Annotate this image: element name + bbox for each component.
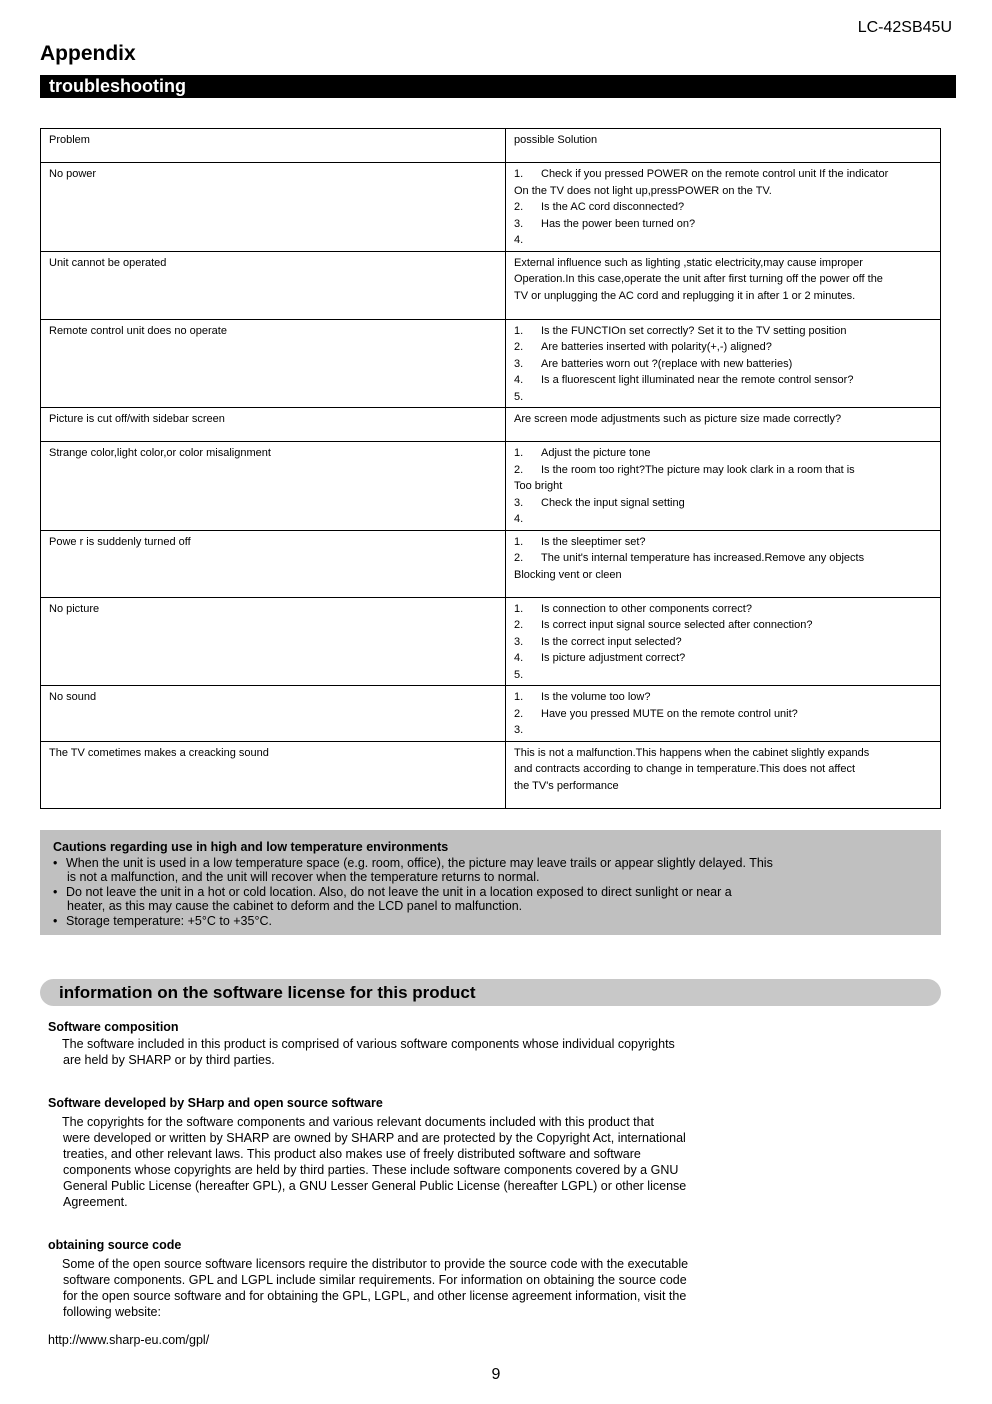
solution-cell [506,251,941,319]
problem-cell: Picture is cut off/with sidebar screen [41,408,506,442]
sharp-open-source-text [62,1114,742,1210]
problem-cell: No power [41,163,506,252]
solution-line: 3. Check the input signal setting [514,496,685,509]
solution-line: 1. Is the FUNCTIOn set correctly? Set it to the TV setting position [514,324,847,337]
solution-line: 2. Have you pressed MUTE on the remote control unit? [514,707,798,720]
solution-line: 2. Is the room too right?The picture may look clark in a room that is [514,463,855,476]
solution-line: 3. Has the power been turned on? [514,217,696,230]
paragraph-line: for the open source software and for obtaining the GPL, LGPL, and other license agreement information, visit the [63,1289,687,1303]
troubleshooting-header-bar: troubleshooting [40,75,956,98]
table-row [41,251,941,319]
model-number: LC-42SB45U [857,19,952,36]
cautions-title: Cautions regarding use in high and low temperature environments [53,840,449,854]
solution-line: Too bright [514,480,563,492]
caution-line: Storage temperature: +5°C to +35°C. [66,914,272,928]
solution-cell [506,408,941,442]
problem-cell: Strange color,light color,or color misalignment [41,442,506,531]
problem-cell: No picture [41,597,506,686]
table-row [41,442,941,531]
column-header-problem: Problem [41,129,506,163]
solution-line: and contracts according to change in temperature.This does not affect [514,763,855,775]
solution-line: 5. [514,390,524,403]
cautions-list [53,856,931,928]
caution-line: is not a malfunction, and the unit will recover when the temperature returns to normal. [67,870,540,884]
solution-line: 2. Are batteries inserted with polarity(+,-) aligned? [514,341,772,353]
solution-line: 2. Is correct input signal source selected after connection? [514,619,813,631]
solution-cell [506,597,941,686]
problem-cell: Remote control unit does no operate [41,319,506,408]
paragraph-line: treaties, and other relevant laws. This product also makes use of freely distributed software and software [63,1147,641,1161]
license-url-link[interactable]: http://www.sharp-eu.com/gpl/ [48,1333,210,1347]
paragraph-line: The copyrights for the software components and various relevant documents included with this product that [62,1115,654,1129]
solution-line: Operation.In this case,operate the unit after first turning off the power off the [514,273,883,285]
sharp-open-source-heading: Software developed by SHarp and open source software [48,1096,383,1110]
solution-line: 1. Adjust the picture tone [514,447,651,459]
paragraph-line: following website: [63,1305,161,1319]
solution-line: 4. [514,234,524,246]
solution-line: 4. Is picture adjustment correct? [514,652,686,664]
caution-line: heater, as this may cause the cabinet to deform and the LCD panel to malfunction. [67,899,523,913]
section-title: Appendix [40,42,136,65]
solution-line: the TV's performance [514,779,619,792]
page-number: 9 [491,1366,501,1383]
software-composition-text [62,1036,742,1068]
solution-line: 3. Are batteries worn out ?(replace with new batteries) [514,357,793,370]
obtaining-source-code-text [62,1256,742,1320]
solution-line: On the TV does not light up,pressPOWER on the TV. [514,184,772,197]
cautions-box [40,830,941,935]
table-row [41,319,941,408]
bullet-icon: • [53,856,58,870]
solution-line: This is not a malfunction.This happens when the cabinet slightly expands [514,746,870,759]
table-row [41,741,941,808]
column-header-solution: possible Solution [506,129,941,163]
solution-cell [506,530,941,597]
caution-item [53,856,931,884]
solution-cell [506,319,941,408]
obtaining-source-code-heading: obtaining source code [48,1238,182,1252]
table-row [41,408,941,442]
caution-line: When the unit is used in a low temperature space (e.g. room, office), the picture may leave trails or appear slightly delayed. This [66,856,773,870]
paragraph-line: Some of the open source software licensors require the distributor to provide the source code with the executable [62,1257,689,1271]
paragraph-line: are held by SHARP or by third parties. [63,1053,275,1067]
paragraph-line: The software included in this product is comprised of various software components whose individual copyrights [62,1037,675,1051]
problem-cell: No sound [41,686,506,742]
solution-cell [506,442,941,531]
table-row [41,163,941,252]
solution-line: 5. [514,668,524,681]
caution-line: Do not leave the unit in a hot or cold location. Also, do not leave the unit in a location exposed to direct sunlight or near a [66,885,732,899]
problem-cell: The TV cometimes makes a creacking sound [41,741,506,808]
solution-line: External influence such as lighting ,static electricity,may cause improper [514,256,863,269]
solution-line: TV or unplugging the AC cord and replugging it in after 1 or 2 minutes. [514,289,856,302]
solution-cell [506,686,941,742]
solution-line: 3. [514,724,524,736]
paragraph-line: Agreement. [63,1195,128,1209]
solution-line: 2. Is the AC cord disconnected? [514,201,685,213]
solution-line: Are screen mode adjustments such as picture size made correctly? [514,413,842,425]
caution-item [53,885,931,913]
caution-item [53,914,931,928]
software-composition-heading: Software composition [48,1020,179,1034]
solution-line: 4. Is a fluorescent light illuminated near the remote control sensor? [514,374,854,386]
solution-cell [506,741,941,808]
solution-line: 1. Is the sleeptimer set? [514,535,646,548]
table-header-row [41,129,941,163]
bullet-icon: • [53,885,58,899]
solution-line: 2. The unit's internal temperature has increased.Remove any objects [514,552,865,564]
solution-line: 1. Is connection to other components correct? [514,602,752,615]
solution-line: Blocking vent or cleen [514,568,622,581]
paragraph-line: software components. GPL and LGPL include similar requirements. For information on obtaining the source code [63,1273,687,1287]
solution-line: 1. Is the volume too low? [514,691,651,703]
solution-line: 1. Check if you pressed POWER on the remote control unit If the indicator [514,168,889,180]
table-row [41,686,941,742]
license-section-title: information on the software license for this product [40,979,941,1006]
solution-line: 3. Is the correct input selected? [514,635,682,648]
paragraph-line: were developed or written by SHARP are owned by SHARP and are protected by the Copyright Act, international [63,1131,686,1145]
solution-line: 4. [514,513,524,525]
troubleshooting-table [40,128,941,809]
solution-cell [506,163,941,252]
problem-cell: Unit cannot be operated [41,251,506,319]
table-row [41,530,941,597]
problem-cell: Powe r is suddenly turned off [41,530,506,597]
table-row [41,597,941,686]
paragraph-line: General Public License (hereafter GPL), a GNU Lesser General Public License (hereafter LGPL) or other license [63,1179,687,1193]
paragraph-line: components whose copyrights are held by third parties. These include software components covered by a GNU [63,1163,679,1177]
bullet-icon: • [53,914,58,928]
